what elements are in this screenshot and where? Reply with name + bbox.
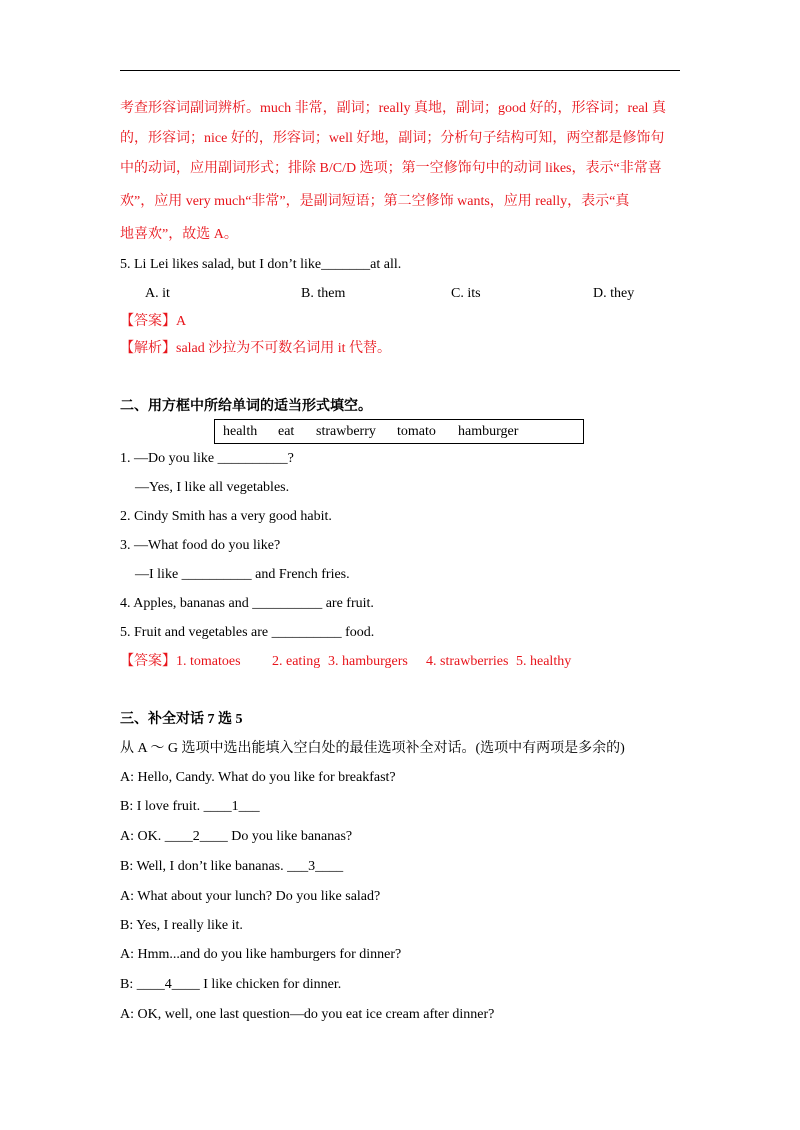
explanation-line: 地喜欢”，故选 A。	[120, 227, 238, 242]
answer-item: 4. strawberries	[426, 654, 509, 669]
fill-item: 4. Apples, bananas and __________ are fruit.	[120, 596, 374, 611]
answer-item: 5. healthy	[516, 654, 572, 669]
option-d: D. they	[593, 286, 635, 301]
question-5-analysis: 【解析】salad 沙拉为不可数名词用 it 代替。	[120, 341, 392, 356]
dialogue-line: A: Hello, Candy. What do you like for breakfast?	[120, 770, 396, 785]
dialogue-line: B: ____4____ I like chicken for dinner.	[120, 977, 342, 992]
section-2-answers	[120, 653, 571, 671]
dialogue-line: B: Well, I don’t like bananas. ___3____	[120, 859, 344, 874]
dialogue-line: B: I love fruit. ____1___	[120, 799, 260, 814]
dialogue-line: B: Yes, I really like it.	[120, 918, 243, 933]
word-box-item: health	[223, 424, 258, 439]
answer-label: 【答案】	[120, 654, 176, 669]
answer-item: 2. eating	[272, 654, 321, 669]
header-rule	[120, 70, 680, 71]
explanation-line: 中的动词，应用副词形式；排除 B/C/D 选项；第一空修饰句中的动词 likes，表示“非常喜	[120, 161, 662, 176]
question-5-answer: 【答案】A	[120, 314, 187, 329]
explanation-line: 的，形容词；nice 好的，形容词；well 好地，副词；分析句子结构可知，两空都是修饰句	[120, 131, 665, 146]
explanation-line: 欢”，应用 very much“非常”，是副词短语；第二空修饰 wants，应用 really，表示“真	[120, 194, 630, 209]
word-box-item: strawberry	[316, 424, 376, 439]
word-box-item: eat	[278, 424, 295, 439]
section-3-instruction: 从 A ～ G 选项中选出能填入空白处的最佳选项补全对话。(选项中有两项是多余的)	[120, 741, 625, 756]
fill-item: 2. Cindy Smith has a very good habit.	[120, 509, 332, 524]
dialogue-line: A: OK, well, one last question—do you eat ice cream after dinner?	[120, 1007, 495, 1022]
fill-item: 1. —Do you like __________?	[120, 451, 294, 466]
question-5-stem	[120, 256, 401, 274]
dialogue-line: A: OK. ____2____ Do you like bananas?	[120, 829, 353, 844]
fill-item: 3. —What food do you like?	[120, 538, 281, 553]
answer-item: 3. hamburgers	[328, 654, 408, 669]
question-5-text-end: at all.	[370, 257, 402, 272]
fill-item: —I like __________ and French fries.	[135, 567, 350, 582]
section-2-heading: 二、用方框中所给单词的适当形式填空。	[120, 399, 372, 414]
dialogue-line: A: What about your lunch? Do you like salad?	[120, 889, 381, 904]
word-box-item: hamburger	[458, 424, 519, 439]
question-5-blank: _______	[321, 257, 371, 272]
option-c: C. its	[451, 286, 481, 301]
explanation-line: 考查形容词副词辨析。much 非常，副词；really 真地，副词；good 好的，形容词；real 真	[120, 101, 666, 116]
word-box-item: tomato	[397, 424, 436, 439]
answer-item: 1. tomatoes	[176, 654, 241, 669]
word-box	[214, 419, 584, 444]
fill-item: —Yes, I like all vegetables.	[135, 480, 290, 495]
option-b: B. them	[301, 286, 346, 301]
fill-item: 5. Fruit and vegetables are __________ food.	[120, 625, 375, 640]
question-5-text: 5. Li Lei likes salad, but I don’t like	[120, 257, 322, 272]
option-a: A. it	[145, 286, 170, 301]
section-3-heading: 三、补全对话 7 选 5	[120, 712, 243, 727]
dialogue-line: A: Hmm...and do you like hamburgers for dinner?	[120, 947, 402, 962]
